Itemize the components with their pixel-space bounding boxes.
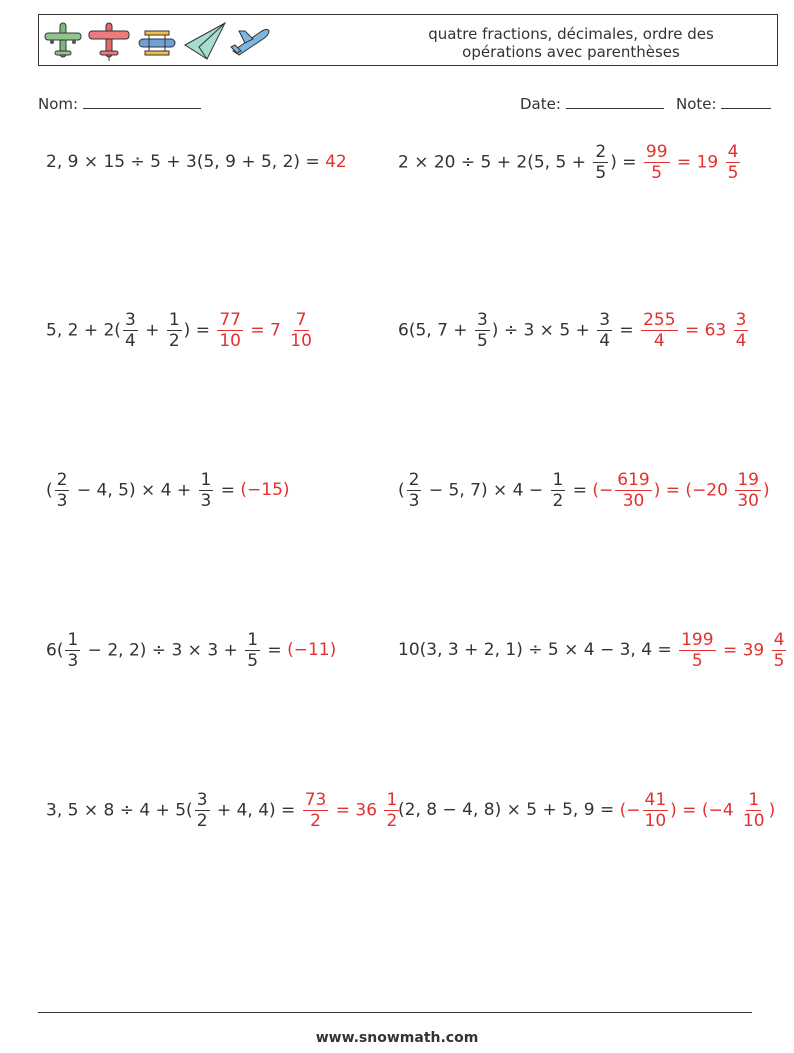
fraction: $\frac{77}{10}$ xyxy=(219,309,241,351)
score-label: Note: xyxy=(676,95,717,113)
fraction: $\frac{1}{5}$ xyxy=(247,629,259,671)
score-blank xyxy=(721,94,771,109)
footer-divider xyxy=(38,1012,752,1013)
problem-question: ( $\frac{2}{3}$ − 5, 7) × 4 − $\frac{1}{2}$ = xyxy=(398,469,593,511)
fraction: $\frac{255}{4}$ xyxy=(643,309,676,351)
problem-8 xyxy=(398,626,788,674)
problem-4 xyxy=(398,306,750,354)
problem-question: 10(3, 3 + 2, 1) ÷ 5 × 4 − 3, 4 = xyxy=(398,640,678,660)
biplane-icon xyxy=(135,21,179,61)
fraction: $\frac{4}{5}$ xyxy=(773,629,785,671)
paper-plane-icon xyxy=(183,21,227,61)
problem-answer: (−15) xyxy=(240,480,290,500)
problem-answer: (−11) xyxy=(287,640,337,660)
fraction: $\frac{1}{3}$ xyxy=(67,629,79,671)
problem-question: (2, 8 − 4, 8) × 5 + 5, 9 = xyxy=(398,800,620,820)
header-icons xyxy=(43,21,273,61)
problem-question: 6( $\frac{1}{3}$ − 2, 2) ÷ 3 × 3 + $\frac{1}{5}$ = xyxy=(46,629,288,671)
fraction: $\frac{1}{3}$ xyxy=(200,469,212,511)
problem-question: 5, 2 + 2( $\frac{3}{4}$ + $\frac{1}{2}$ ) = xyxy=(46,309,216,351)
problem-question: 2, 9 × 15 ÷ 5 + 3(5, 9 + 5, 2) = xyxy=(46,152,326,172)
problem-5 xyxy=(46,466,290,514)
fraction: $\frac{1}{10}$ xyxy=(742,789,765,831)
problem-3 xyxy=(46,306,316,354)
problem-answer: $\frac{77}{10}$ = 7 $\frac{7}{10}$ xyxy=(219,309,312,351)
problem-question: 3, 5 × 8 ÷ 4 + 5( $\frac{3}{2}$ + 4, 4) = xyxy=(46,789,301,831)
footer-url: www.snowmath.com xyxy=(315,1030,479,1046)
problem-1 xyxy=(46,138,347,186)
fraction: $\frac{619}{30}$ xyxy=(617,469,650,511)
problem-6 xyxy=(398,466,770,514)
fraction: $\frac{2}{5}$ xyxy=(595,141,607,183)
problem-answer: (− $\frac{41}{10}$ ) = (−4 $\frac{1}{10}$ ) xyxy=(619,789,776,831)
date-field xyxy=(520,94,664,113)
jet-icon xyxy=(229,21,273,61)
problem-answer: 42 xyxy=(325,152,347,172)
problem-9 xyxy=(46,786,401,834)
problem-question: 6(5, 7 + $\frac{3}{5}$ ) ÷ 3 × 5 + $\frac{3}{4}$ = xyxy=(398,309,640,351)
fraction: $\frac{4}{5}$ xyxy=(727,141,739,183)
problem-2 xyxy=(398,138,742,186)
problem-question: ( $\frac{2}{3}$ − 4, 5) × 4 + $\frac{1}{3}$ = xyxy=(46,469,241,511)
problem-answer: (− $\frac{619}{30}$ ) = (−20 $\frac{19}{30}$ ) xyxy=(592,469,770,511)
fraction: $\frac{7}{10}$ xyxy=(290,309,312,351)
problem-answer: $\frac{73}{2}$ = 36 $\frac{1}{2}$ xyxy=(304,789,398,831)
problem-answer: $\frac{199}{5}$ = 39 $\frac{4}{5}$ xyxy=(681,629,785,671)
name-field xyxy=(38,94,201,113)
problem-question: 2 × 20 ÷ 5 + 2(5, 5 + $\frac{2}{5}$ ) = xyxy=(398,141,642,183)
airplane-red-icon xyxy=(87,21,131,61)
fraction: $\frac{1}{2}$ xyxy=(386,789,398,831)
title-line-2: opérations avec parenthèses xyxy=(462,43,680,61)
fraction: $\frac{3}{2}$ xyxy=(196,789,208,831)
fraction: $\frac{73}{2}$ xyxy=(304,789,327,831)
name-label: Nom: xyxy=(38,95,79,113)
fraction: $\frac{1}{2}$ xyxy=(168,309,180,351)
title-line-1: quatre fractions, décimales, ordre des xyxy=(428,25,714,43)
worksheet-title xyxy=(401,25,741,61)
fraction: $\frac{1}{2}$ xyxy=(552,469,564,511)
problem-answer: $\frac{255}{4}$ = 63 $\frac{3}{4}$ xyxy=(643,309,747,351)
fraction: $\frac{2}{3}$ xyxy=(408,469,420,511)
fraction: $\frac{3}{4}$ xyxy=(735,309,747,351)
fraction: $\frac{3}{4}$ xyxy=(599,309,611,351)
fraction: $\frac{99}{5}$ xyxy=(645,141,668,183)
fraction: $\frac{19}{30}$ xyxy=(737,469,759,511)
problem-7 xyxy=(46,626,336,674)
worksheet-header xyxy=(38,14,778,66)
fraction: $\frac{3}{5}$ xyxy=(476,309,488,351)
date-label: Date: xyxy=(520,95,561,113)
date-blank xyxy=(566,94,664,109)
fraction: $\frac{2}{3}$ xyxy=(56,469,68,511)
name-blank xyxy=(83,94,201,109)
airplane-green-icon xyxy=(43,21,83,61)
problem-answer: $\frac{99}{5}$ = 19 $\frac{4}{5}$ xyxy=(645,141,739,183)
score-field xyxy=(676,94,771,113)
fraction: $\frac{199}{5}$ xyxy=(681,629,714,671)
problem-10 xyxy=(398,786,775,834)
fraction: $\frac{3}{4}$ xyxy=(124,309,136,351)
fraction: $\frac{41}{10}$ xyxy=(644,789,667,831)
